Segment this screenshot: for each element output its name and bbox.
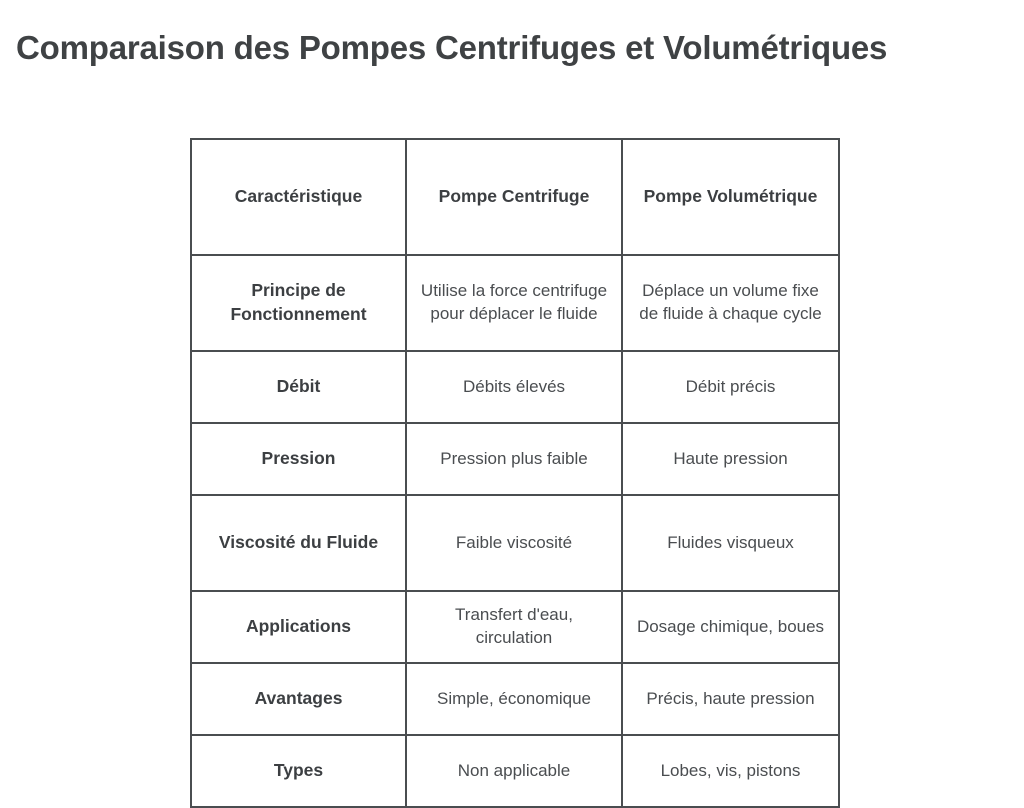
table-row (191, 663, 839, 735)
volumetrique-value: Haute pression (622, 423, 839, 495)
column-header-caracteristique: Caractéristique (191, 139, 406, 255)
table-row (191, 495, 839, 591)
table-body (191, 255, 839, 807)
volumetrique-value: Déplace un volume fixe de fluide à chaque cycle (622, 255, 839, 351)
centrifuge-value: Débits élevés (406, 351, 622, 423)
feature-label: Applications (191, 591, 406, 663)
centrifuge-value: Non applicable (406, 735, 622, 807)
feature-label: Viscosité du Fluide (191, 495, 406, 591)
feature-label: Débit (191, 351, 406, 423)
volumetrique-value: Précis, haute pression (622, 663, 839, 735)
table-row (191, 255, 839, 351)
feature-label: Pression (191, 423, 406, 495)
table-row (191, 735, 839, 807)
centrifuge-value: Transfert d'eau, circulation (406, 591, 622, 663)
centrifuge-value: Utilise la force centrifuge pour déplacer le fluide (406, 255, 622, 351)
column-header-pompe-volumetrique: Pompe Volumétrique (622, 139, 839, 255)
volumetrique-value: Dosage chimique, boues (622, 591, 839, 663)
column-header-pompe-centrifuge: Pompe Centrifuge (406, 139, 622, 255)
comparison-table-container (190, 138, 838, 808)
table-row (191, 351, 839, 423)
centrifuge-value: Faible viscosité (406, 495, 622, 591)
page-title: Comparaison des Pompes Centrifuges et Volumétriques (16, 29, 888, 67)
comparison-table (190, 138, 840, 808)
table-header-row (191, 139, 839, 255)
feature-label: Principe de Fonctionnement (191, 255, 406, 351)
feature-label: Avantages (191, 663, 406, 735)
volumetrique-value: Fluides visqueux (622, 495, 839, 591)
table-header (191, 139, 839, 255)
table-row (191, 591, 839, 663)
volumetrique-value: Débit précis (622, 351, 839, 423)
centrifuge-value: Pression plus faible (406, 423, 622, 495)
table-row (191, 423, 839, 495)
feature-label: Types (191, 735, 406, 807)
centrifuge-value: Simple, économique (406, 663, 622, 735)
volumetrique-value: Lobes, vis, pistons (622, 735, 839, 807)
